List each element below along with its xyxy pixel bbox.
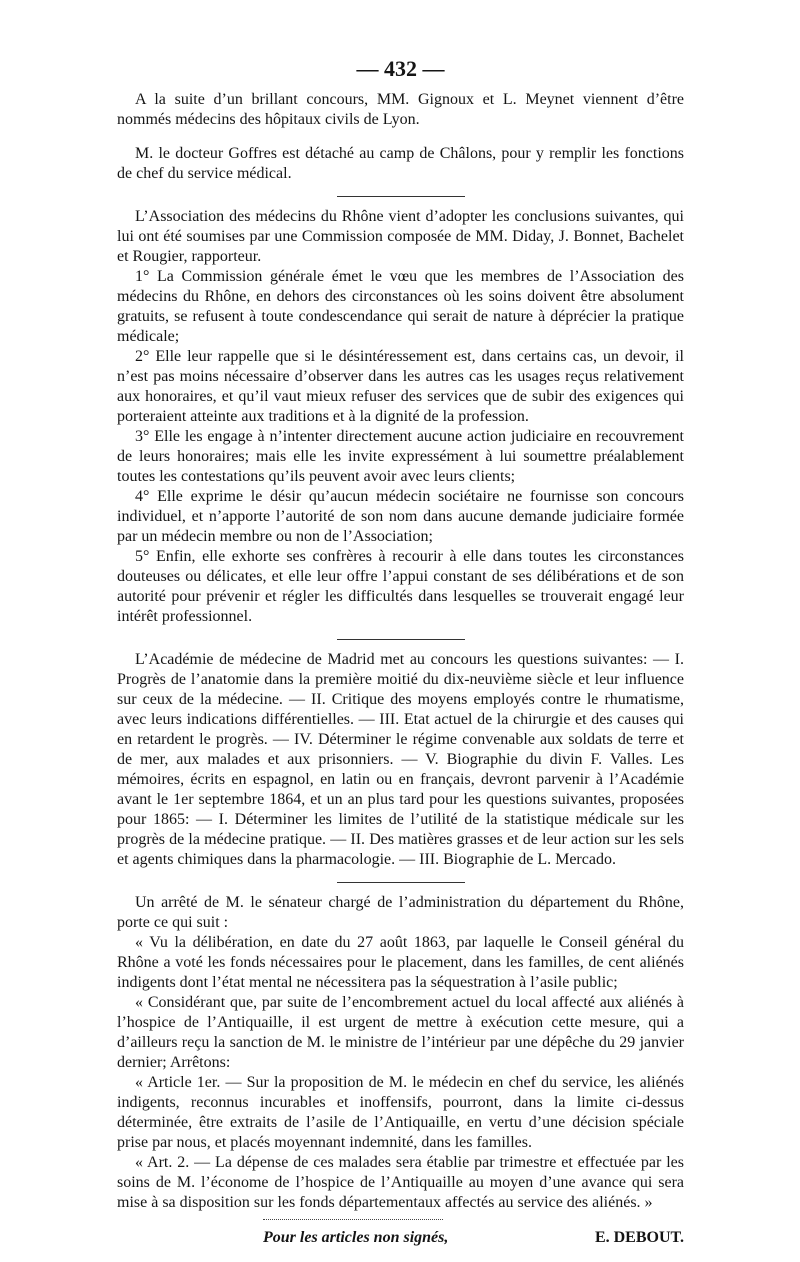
section-divider (337, 196, 465, 197)
footer (117, 1228, 684, 1248)
paragraph-article-1: « Article 1er. — Sur la proposition de M. le médecin en chef du service, les aliénés indigents, reconnus incurables et inoffensifs, pourront, dans la limite ci-dessus déterminée, être extraits de l’asile de l’Antiquaille, en vertu d’une décision spéciale prise par nous, et placés moyennant indemnité, dans les familles. (117, 1074, 684, 1151)
paragraph-item-2: 2° Elle leur rappelle que si le désintéressement est, dans certains cas, un devoir, il n’est pas moins nécessaire d’observer dans les autres cas les usages reçus relativement aux honoraires, et qu’il vaut mieux refuser des services que de subir des exigences qui porteraient atteinte aux traditions et à la dignité de la profession. (117, 348, 684, 425)
paragraph-arrete: Un arrêté de M. le sénateur chargé de l’administration du département du Rhône, porte ce qui suit : (117, 894, 684, 931)
paragraph-goffres: M. le docteur Goffres est détaché au camp de Châlons, pour y remplir les fonctions de chef du service médical. (117, 145, 684, 182)
page-number: — 432 — (356, 56, 445, 81)
paragraph-association: L’Association des médecins du Rhône vient d’adopter les conclusions suivantes, qui lui ont été soumises par une Commission composée de MM. Diday, J. Bonnet, Bachelet et Rougier, rapporteur. (117, 208, 684, 265)
footer-divider (263, 1219, 443, 1220)
paragraph-item-4: 4° Elle exprime le désir qu’aucun médecin sociétaire ne fournisse son concours individuel, et n’apporte l’autorité de son nom dans aucune demande judiciaire formée par un médecin membre ou non de l’Association; (117, 488, 684, 545)
paragraph-concours: A la suite d’un brillant concours, MM. Gignoux et L. Meynet viennent d’être nommés médecins des hôpitaux civils de Lyon. (117, 91, 684, 128)
section-divider (337, 882, 465, 883)
paragraph-item-3: 3° Elle les engage à n’intenter directement aucune action judiciaire en recouvrement de leurs honoraires; mais elle les invite expressément à lui soumettre préalablement toutes les contestations qu’ils peuvent avoir avec leurs clients; (117, 428, 684, 485)
paragraph-academie-madrid: L’Académie de médecine de Madrid met au concours les questions suivantes: — I. Progrès de l’anatomie dans la première moitié du dix-neuvième siècle et leur influence sur ceux de la médecine. — II. Critique des moyens employés contre le rhumatisme, avec leurs indications différentielles. — III. Etat actuel de la chirurgie et des causes qui en retardent le progrès. — IV. Déterminer le régime convenable aux soldats de terre et de mer, aux malades et aux prisonniers. — V. Biographie du divin F. Valles. Les mémoires, écrits en espagnol, en latin ou en français, devront parvenir à l’Académie avant le 1er septembre 1864, et un an plus tard pour les questions suivantes, proposées pour 1865: — I. Déterminer les limites de l’utilité de la statistique médicale sur les progrès de la médecine pratique. — II. Des matières grasses et de leur action sur les sels et agents chimiques dans la pharmacologie. — III. Biographie de L. Mercado. (117, 651, 684, 868)
footer-note: Pour les articles non signés, (263, 1229, 449, 1246)
paragraph-item-1: 1° La Commission générale émet le vœu que les membres de l’Association des médecins du Rhône, en dehors des circonstances où les soins doivent être absolument gratuits, se refusent à toute condescendance qui serait de nature à déprécier la pratique médicale; (117, 268, 684, 345)
paragraph-article-2: « Art. 2. — La dépense de ces malades sera établie par trimestre et effectuée par les soins de M. l’économe de l’hospice de l’Antiquaille au moyen d’une avance qui sera mise à sa disposition sur les fonds départementaux affectés au service des aliénés. » (117, 1154, 684, 1211)
paragraph-considerant: « Considérant que, par suite de l’encombrement actuel du local affecté aux aliénés à l’hospice de l’Antiquaille, il est urgent de mettre à exécution cette mesure, qui a d’ailleurs reçu la sanction de M. le ministre de l’intérieur par une dépêche du 29 janvier dernier; Arrêtons: (117, 994, 684, 1071)
paragraph-vu: « Vu la délibération, en date du 27 août 1863, par laquelle le Conseil général du Rhône a voté les fonds nécessaires pour le placement, dans les familles, de cent aliénés indigents dont l’état mental ne nécessitera pas la séquestration à l’asile public; (117, 934, 684, 991)
paragraph-item-5: 5° Enfin, elle exhorte ses confrères à recourir à elle dans toutes les circonstances douteuses ou délicates, et elle leur offre l’appui constant de ses délibérations et de son autorité pour prévenir et régler les difficultés dans lesquelles se trouverait engagé leur intérêt professionnel. (117, 548, 684, 625)
footer-signature: E. DEBOUT. (594, 1229, 684, 1246)
section-divider (337, 639, 465, 640)
